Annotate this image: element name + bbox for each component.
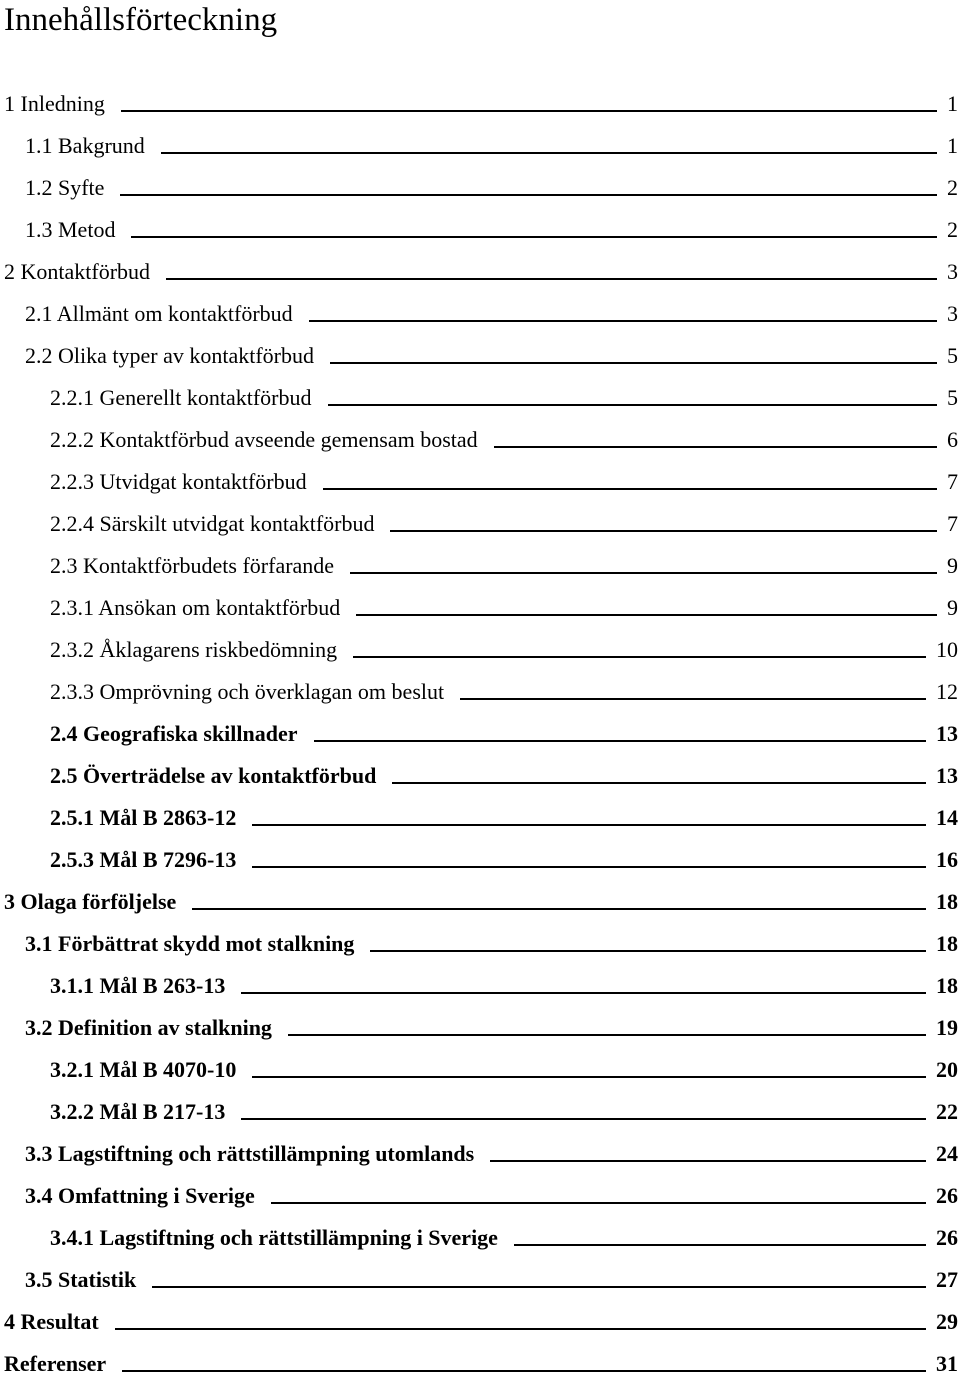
toc-entry[interactable] — [0, 167, 960, 209]
toc-leader-line — [241, 1118, 926, 1120]
toc-entry[interactable] — [0, 1175, 960, 1217]
toc-entry[interactable] — [0, 1217, 960, 1259]
toc-leader-line — [271, 1202, 926, 1204]
toc-entry-label: 2.3.3 Omprövning och överklagan om beslut — [50, 679, 445, 704]
toc-entry-label: 3.2.1 Mål B 4070-10 — [50, 1057, 237, 1082]
toc-entry-page: 9 — [947, 595, 958, 620]
toc-entry[interactable] — [0, 881, 960, 923]
toc-entry-label: 3.1 Förbättrat skydd mot stalkning — [25, 931, 355, 956]
toc-entry[interactable] — [0, 1343, 960, 1385]
toc-entry-page: 2 — [947, 175, 958, 200]
toc-entry-page: 13 — [936, 721, 958, 746]
toc-entry-label: 1.2 Syfte — [25, 175, 105, 200]
toc-entry-label: 3 Olaga förföljelse — [4, 889, 177, 914]
toc-entry[interactable] — [0, 83, 960, 125]
toc-entry-label: 2.3.2 Åklagarens riskbedömning — [50, 637, 338, 662]
toc-leader-line — [370, 950, 926, 952]
toc-entry-page: 27 — [936, 1267, 958, 1292]
toc-entry-page: 6 — [947, 427, 958, 452]
toc-leader-line — [115, 1328, 926, 1330]
toc-entry-page: 29 — [936, 1309, 958, 1334]
toc-leader-line — [314, 740, 926, 742]
toc-entry-page: 9 — [947, 553, 958, 578]
toc-leader-line — [323, 488, 937, 490]
toc-entry-label: 3.3 Lagstiftning och rättstillämpning utomlands — [25, 1141, 475, 1166]
toc-entry[interactable] — [0, 965, 960, 1007]
toc-leader-line — [192, 908, 926, 910]
toc-entry-label: 2.2.4 Särskilt utvidgat kontaktförbud — [50, 511, 375, 536]
toc-entry-page: 18 — [936, 973, 958, 998]
toc-entry[interactable] — [0, 923, 960, 965]
toc-entry[interactable] — [0, 587, 960, 629]
toc-entry[interactable] — [0, 251, 960, 293]
toc-entry-label: 2.2.1 Generellt kontaktförbud — [50, 385, 312, 410]
toc-entry[interactable] — [0, 1091, 960, 1133]
toc-entry[interactable] — [0, 293, 960, 335]
toc-entry-page: 26 — [936, 1183, 958, 1208]
toc-leader-line — [490, 1160, 926, 1162]
toc-entry-page: 18 — [936, 931, 958, 956]
toc-entry-label: 2.1 Allmänt om kontaktförbud — [25, 301, 293, 326]
toc-entry-page: 7 — [947, 469, 958, 494]
toc-entry-page: 26 — [936, 1225, 958, 1250]
toc-entry[interactable] — [0, 377, 960, 419]
toc-leader-line — [120, 194, 937, 196]
toc-entry-page: 24 — [936, 1141, 958, 1166]
toc-entry-page: 19 — [936, 1015, 958, 1040]
toc-leader-line — [328, 404, 938, 406]
toc-entry-label: 3.1.1 Mål B 263-13 — [50, 973, 226, 998]
toc-entry-page: 1 — [947, 91, 958, 116]
toc-leader-line — [356, 614, 937, 616]
toc-entry-label: 3.2.2 Mål B 217-13 — [50, 1099, 226, 1124]
toc-entry-label: 2.3.1 Ansökan om kontaktförbud — [50, 595, 341, 620]
toc-entry-page: 16 — [936, 847, 958, 872]
toc-entry[interactable] — [0, 1301, 960, 1343]
toc-entry-label: 2.4 Geografiska skillnader — [50, 721, 298, 746]
toc-entry-label: 2.3 Kontaktförbudets förfarande — [50, 553, 335, 578]
toc-entry-page: 3 — [947, 301, 958, 326]
toc-entry-label: 3.2 Definition av stalkning — [25, 1015, 272, 1040]
toc-entry[interactable] — [0, 1007, 960, 1049]
toc-entry[interactable] — [0, 713, 960, 755]
toc-entry-label: 2.2.3 Utvidgat kontaktförbud — [50, 469, 307, 494]
toc-entry[interactable] — [0, 209, 960, 251]
toc-entry[interactable] — [0, 545, 960, 587]
toc-entry-label: 2.5.3 Mål B 7296-13 — [50, 847, 237, 872]
toc-leader-line — [166, 278, 937, 280]
toc-entry[interactable] — [0, 125, 960, 167]
toc-entry-page: 14 — [936, 805, 958, 830]
toc-entry-label: 1.1 Bakgrund — [25, 133, 145, 158]
toc-entry[interactable] — [0, 461, 960, 503]
toc-entry-page: 20 — [936, 1057, 958, 1082]
toc-entry-label: 3.5 Statistik — [25, 1267, 137, 1292]
toc-leader-line — [460, 698, 926, 700]
toc-entry-page: 10 — [936, 637, 958, 662]
toc-leader-line — [514, 1244, 926, 1246]
toc-entry-page: 5 — [947, 343, 958, 368]
toc-entry[interactable] — [0, 335, 960, 377]
toc-entry-page: 12 — [936, 679, 958, 704]
toc-leader-line — [252, 824, 926, 826]
toc-entry-label: 2.5 Överträdelse av kontaktförbud — [50, 763, 377, 788]
toc-leader-line — [350, 572, 937, 574]
toc-entry[interactable] — [0, 1259, 960, 1301]
toc-leader-line — [152, 1286, 926, 1288]
toc-leader-line — [122, 1370, 926, 1372]
toc-entry[interactable] — [0, 1133, 960, 1175]
toc-entry[interactable] — [0, 503, 960, 545]
toc-entry[interactable] — [0, 419, 960, 461]
toc-entry-page: 5 — [947, 385, 958, 410]
toc-entry[interactable] — [0, 797, 960, 839]
toc-entry-label: 1 Inledning — [4, 91, 105, 116]
toc-entry-label: 3.4.1 Lagstiftning och rättstillämpning i Sverige — [50, 1225, 498, 1250]
toc-entry-label: 2.5.1 Mål B 2863-12 — [50, 805, 237, 830]
toc-entry-page: 22 — [936, 1099, 958, 1124]
toc-leader-line — [252, 1076, 926, 1078]
toc-entry-page: 7 — [947, 511, 958, 536]
toc-entry-page: 18 — [936, 889, 958, 914]
toc-entry[interactable] — [0, 839, 960, 881]
toc-leader-line — [353, 656, 926, 658]
toc-leader-line — [241, 992, 926, 994]
toc-entry-page: 1 — [947, 133, 958, 158]
toc-entry-page: 31 — [936, 1351, 958, 1376]
toc-entry-label: Referenser — [4, 1351, 107, 1376]
toc-leader-line — [392, 782, 926, 784]
toc-entry[interactable] — [0, 629, 960, 671]
toc-entry-label: 2.2.2 Kontaktförbud avseende gemensam bostad — [50, 427, 478, 452]
toc-leader-line — [131, 236, 937, 238]
toc-entry-label: 4 Resultat — [4, 1309, 99, 1334]
toc-entry-label: 3.4 Omfattning i Sverige — [25, 1183, 255, 1208]
toc-entry[interactable] — [0, 755, 960, 797]
toc-leader-line — [252, 866, 926, 868]
toc-entry-label: 2 Kontaktförbud — [4, 259, 151, 284]
toc-leader-line — [161, 152, 937, 154]
toc-entry-page: 13 — [936, 763, 958, 788]
toc-entry-page: 3 — [947, 259, 958, 284]
toc-entry-page: 2 — [947, 217, 958, 242]
toc-leader-line — [288, 1034, 926, 1036]
toc-leader-line — [390, 530, 937, 532]
toc-leader-line — [309, 320, 937, 322]
toc-entry-label: 1.3 Metod — [25, 217, 116, 242]
toc-entry[interactable] — [0, 1049, 960, 1091]
page-title: Innehållsförteckning — [4, 2, 278, 38]
toc-leader-line — [494, 446, 937, 448]
toc-entry[interactable] — [0, 671, 960, 713]
toc-leader-line — [330, 362, 937, 364]
toc-entry-label: 2.2 Olika typer av kontaktförbud — [25, 343, 314, 368]
toc-leader-line — [121, 110, 937, 112]
table-of-contents — [0, 83, 960, 1385]
